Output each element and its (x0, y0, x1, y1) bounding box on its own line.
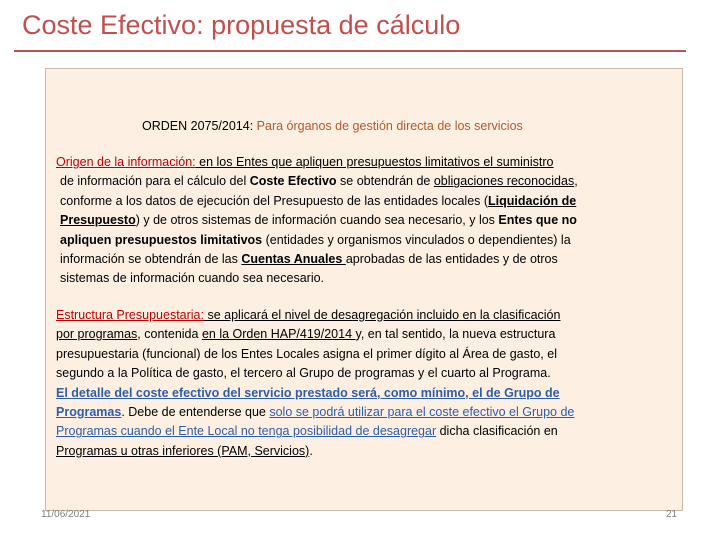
p2-l2d: y, en tal sentido, la nueva estructura (355, 327, 556, 342)
p1-l5b: (entidades y organismos vinculados o dependientes) la (262, 232, 571, 247)
title-divider (14, 50, 686, 52)
p2-l5: El detalle del coste efectivo del servicio prestado será, como mínimo, el de Grupo de (56, 385, 560, 400)
p1-l2b: Coste Efectivo (249, 174, 337, 189)
footer-date: 11/06/2021 (41, 509, 91, 520)
orden-ref: ORDEN 2075/2014 (142, 119, 250, 133)
p2-l1b: se aplicará el nivel de desagregación incluido en la clasificación (204, 308, 561, 322)
p1-l2a: de información para el cálculo del (60, 174, 250, 189)
estructura-label: Estructura Presupuestaria: (56, 308, 204, 322)
p2-l7b: dicha clasificación en (436, 424, 558, 439)
paragraph-origen (56, 153, 578, 289)
p2-l7: Programas cuando el Ente Local no tenga posibilidad de desagregar (56, 424, 437, 439)
origen-label: Origen de la información: (56, 155, 196, 169)
orden-sep: : (249, 119, 257, 133)
p1-l4b: ) y de otros sistemas de información cuando sea necesario, y los (135, 213, 499, 228)
p1-l7: sistemas de información cuando sea necesario. (60, 271, 325, 286)
p1-l1b: en los Entes que apliquen presupuestos limitativos el suministro (195, 155, 554, 169)
p1-l6a: información se obtendrán de las (60, 252, 242, 267)
p1-l3a: conforme a los datos de ejecución del Presupuesto de las entidades locales ( (60, 193, 489, 208)
p2-l2b: , contenida (137, 327, 202, 342)
p1-l2e: , (574, 174, 578, 189)
p2-l8b: . (309, 443, 313, 458)
p2-l2a: por programas (56, 327, 138, 342)
p1-l2c: se obtendrán de (336, 174, 434, 189)
p2-l6c: solo se podrá utilizar para el coste efectivo el Grupo de (269, 405, 575, 420)
p1-l6c: aprobadas de las entidades y de otros (345, 252, 558, 267)
p1-l6b: Cuentas Anuales (241, 252, 346, 267)
orden-heading (142, 119, 523, 133)
p1-l4a: Presupuesto (60, 213, 136, 228)
p2-l6b: . Debe de entenderse que (121, 405, 270, 420)
p2-l6a: Programas (56, 405, 122, 420)
p2-l8a: Programas u otras inferiores (PAM, Servicios) (56, 443, 310, 458)
p2-l3: presupuestaria (funcional) de los Entes Locales asigna el primer dígito al Área de gasto, el (56, 346, 557, 361)
orden-desc: Para órganos de gestión directa de los servicios (256, 119, 523, 133)
p2-l4: segundo a la Política de gasto, el tercero al Grupo de programas y el cuarto al Programa. (56, 366, 551, 381)
p1-l3b: Liquidación de (488, 193, 577, 208)
p1-l4c: Entes que no (498, 213, 577, 228)
page-number: 21 (666, 509, 678, 520)
p1-l5a: apliquen presupuestos limitativos (60, 232, 263, 247)
p2-l2c: en la Orden HAP/419/2014 (201, 327, 356, 342)
slide-title: Coste Efectivo: propuesta de cálculo (22, 10, 461, 40)
p1-l2d: obligaciones reconocidas (433, 174, 575, 189)
paragraph-estructura (56, 306, 574, 461)
